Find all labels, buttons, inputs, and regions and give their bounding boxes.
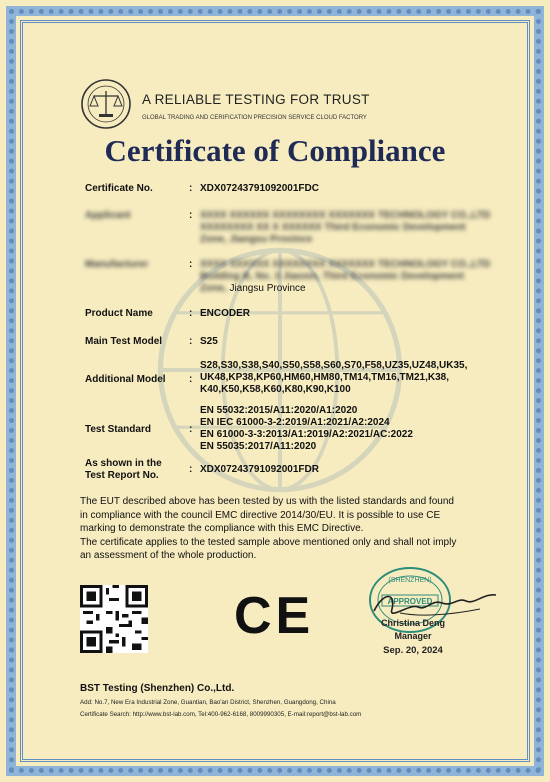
additional-model-line: UK48,KP38,KP60,HM60,HM80,TM14,TM16,TM21,K38, — [200, 372, 449, 383]
additional-model-line: S28,S30,S38,S40,S50,S58,S60,S70,F58,UZ35,UZ48,UK35, — [200, 360, 468, 371]
field-colon: : — [189, 183, 193, 194]
product-name: ENCODER — [200, 308, 251, 319]
field-test-standard — [85, 405, 505, 455]
field-label: Manufacturer — [85, 259, 149, 270]
field-additional-model — [85, 360, 505, 400]
brand-subtagline: GLOBAL TRADING AND CERIFICATION PRECISION SERVICE CLOUD FACTORY — [142, 115, 367, 121]
test-standard-list — [200, 405, 413, 453]
field-colon: : — [189, 259, 193, 270]
certificate-title: Certificate of Compliance — [104, 133, 446, 168]
company-address: Add: No.7, New Era Industrial Zone, Guantian, Bao'an District, Shenzhen, Guangdong, China — [80, 699, 336, 706]
manufacturer-visible-tail: Jiangsu Province — [229, 283, 306, 294]
qr-code — [80, 585, 148, 653]
company-name: BST Testing (Shenzhen) Co.,Ltd. — [80, 683, 235, 694]
test-standard-line: EN 55035:2017/A11:2020 — [200, 441, 317, 452]
field-label-line: As shown in the — [85, 458, 162, 469]
test-standard-line: EN 55032:2015/A11:2020/A1:2020 — [200, 405, 358, 416]
brand-tagline: A RELIABLE TESTING FOR TRUST — [142, 92, 370, 107]
field-label — [85, 458, 162, 482]
field-label-line: Test Report No. — [85, 470, 159, 481]
manufacturer-line: XXXX XXXXXX XXXXXXXX XXXXXXX TECHNOLOGY CO.,LTD — [200, 259, 491, 270]
signatory-name: Christina Deng — [380, 618, 445, 628]
statement-line: The certificate applies to the tested sample above mentioned only and shall not imply — [80, 536, 457, 548]
field-applicant — [85, 210, 505, 250]
field-label: Test Standard — [85, 424, 151, 435]
field-manufacturer — [85, 259, 505, 299]
applicant-value — [200, 210, 490, 246]
issue-date: Sep. 20, 2024 — [383, 645, 443, 656]
ce-mark: CE — [234, 587, 315, 645]
field-colon: : — [189, 308, 193, 319]
bst-seal-logo — [80, 78, 132, 130]
field-label: Applicant — [85, 210, 131, 221]
field-colon: : — [189, 464, 193, 475]
stamp-approved-text: APPROVED — [387, 597, 433, 606]
manufacturer-line: Building B, No. 3 Jiaoxin, Third Economic Development — [200, 271, 464, 282]
statement-line: an assessment of the whole production. — [80, 550, 257, 561]
compliance-statement — [80, 495, 485, 563]
field-label: Additional Model — [85, 374, 166, 385]
test-report-number: XDX07243791092001FDR — [200, 464, 319, 475]
applicant-line: XXXX XXXXXX XXXXXXXX XXXXXXX TECHNOLOGY CO.,LTD — [200, 210, 491, 221]
certificate-search-info: Certificate Search: http://www.bst-lab.com, Tel:400-962-6168, 8009990305, E-mail:report@bst-lab.com — [80, 711, 362, 718]
field-colon: : — [189, 336, 193, 347]
applicant-line: Zone, Jiangsu Province — [200, 234, 313, 245]
statement-line: The EUT described above has been tested by us with the listed standards and found — [80, 496, 454, 507]
field-colon: : — [189, 210, 193, 221]
field-colon: : — [189, 424, 193, 435]
field-test-report — [85, 458, 505, 484]
stamp-top-text: (SHENZHEN) — [388, 577, 432, 584]
applicant-line: XXXXXXXX XX X XXXXXX Third Economic Development — [200, 222, 466, 233]
additional-model-list — [200, 360, 467, 396]
signatory-title: Manager — [394, 631, 432, 641]
certificate-number: XDX07243791092001FDC — [200, 183, 319, 194]
manufacturer-value: XXXX XXXXXX XXXXXXXX XXXXXXX TECHNOLOGY CO.,LTD Building B, No. 3 Jiaoxin, Third Economic Development Zone, Jiangsu Province — [200, 259, 491, 294]
test-standard-line: EN 61000-3-3:2013/A1:2019/A2:2021/AC:2022 — [200, 429, 413, 440]
statement-line: marking to demonstrate the compliance with this EMC Directive. — [80, 523, 364, 534]
field-label: Product Name — [85, 308, 153, 319]
field-label: Main Test Model — [85, 336, 163, 347]
additional-model-line: K40,K50,K58,K60,K80,K90,K100 — [200, 384, 351, 395]
statement-line: in compliance with the council EMC directive 2014/30/EU. It is possible to use CE — [80, 509, 441, 521]
field-colon: : — [189, 374, 193, 385]
test-standard-line: EN IEC 61000-3-2:2019/A1:2021/A2:2024 — [200, 417, 390, 428]
field-label: Certificate No. — [85, 183, 153, 194]
main-test-model: S25 — [200, 336, 218, 347]
